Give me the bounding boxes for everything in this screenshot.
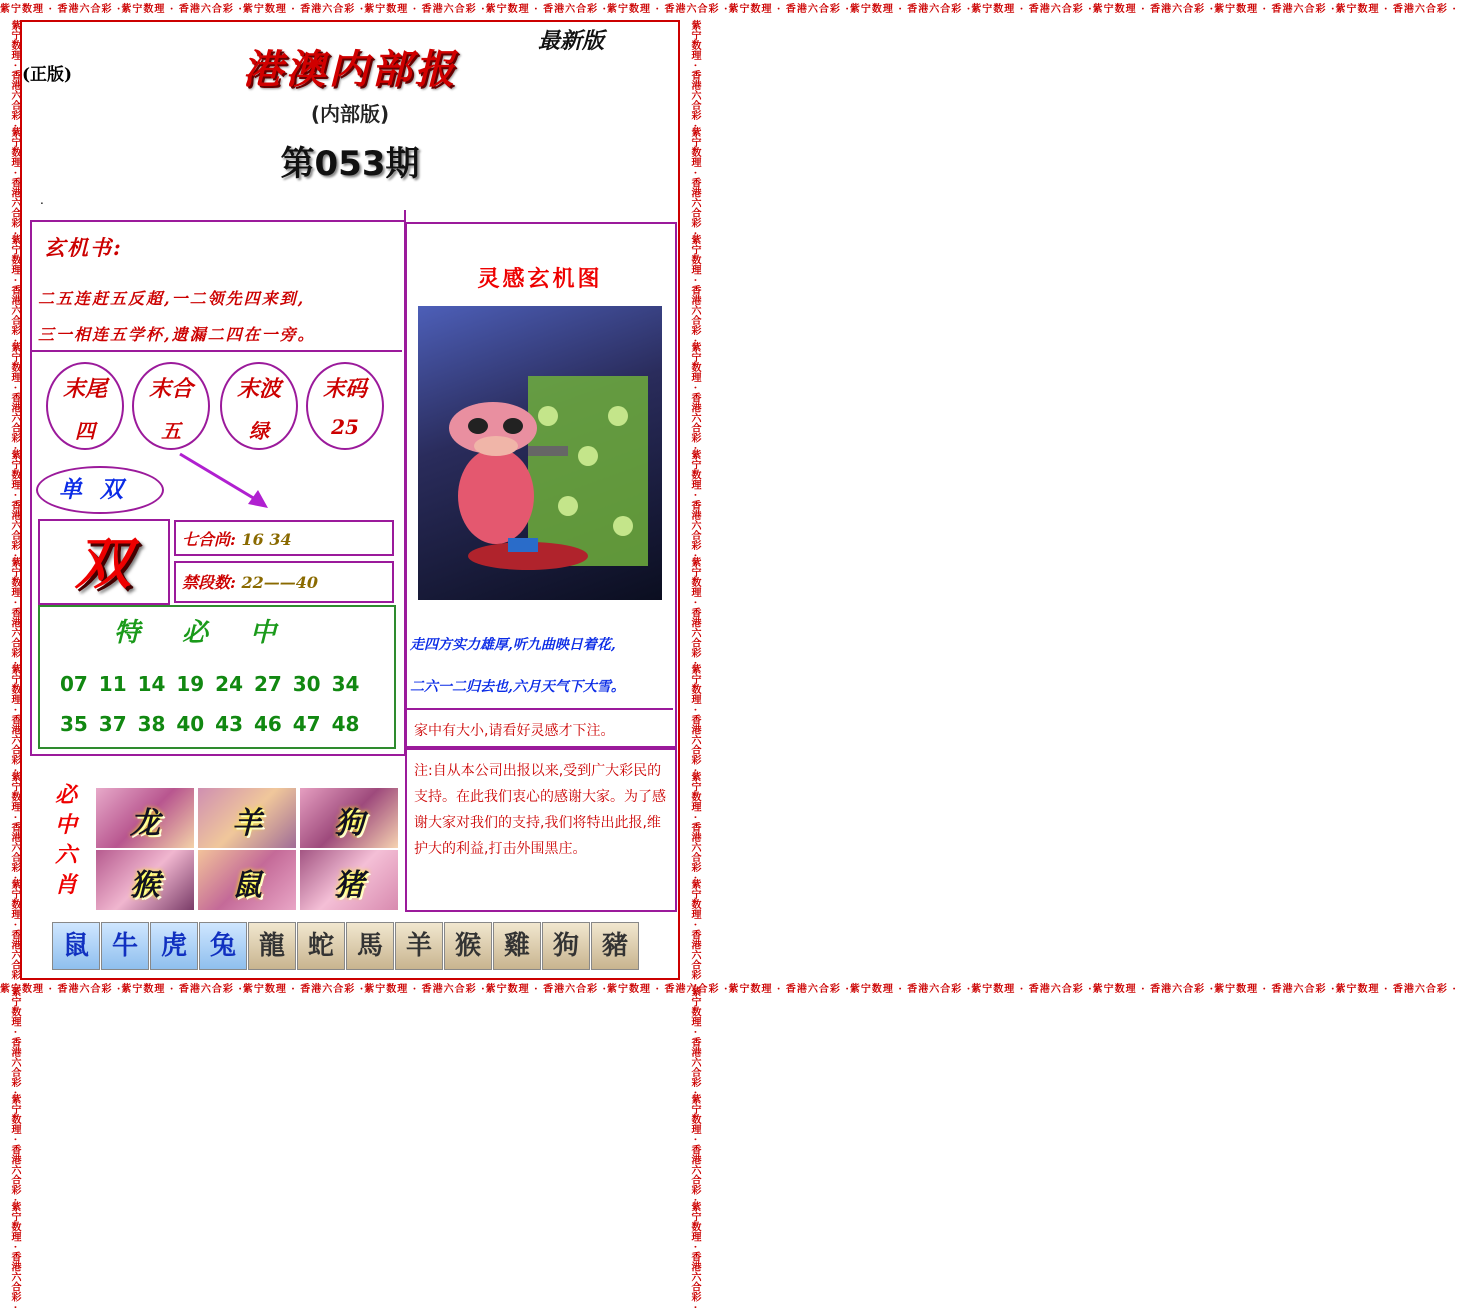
zodiac-tile: 豬	[591, 922, 639, 970]
zodiac-tile: 兔	[199, 922, 247, 970]
zodiac-tile: 鼠	[52, 922, 100, 970]
riddle-title: 玄机书:	[44, 235, 123, 260]
inspiration-title: 灵感玄机图	[477, 266, 603, 292]
right-border-strip: 紫宁数理 · 香港六合彩 ·紫宁数理 · 香港六合彩 ·紫宁数理 · 香港六合彩 ·紫宁数理 · 香港六合彩 ·紫宁数理 · 香港六合彩 ·紫宁数理 · 香港六合彩 ·紫宁数理 · 香港六合彩 ·紫宁数理 · 香港六合彩 ·紫宁数理 · 香港六合彩 ·紫宁数理 · 香港六合彩 ·紫宁数理 · 香港六合彩 ·紫宁数理 · 香港六合彩 ·	[689, 20, 700, 1309]
zodiac-tile: 狗	[542, 922, 590, 970]
zodiac-picture-label: 龙	[130, 806, 160, 841]
zodiac-tile: 羊	[395, 922, 443, 970]
riddle-line-2: 三一相连五学杯,遗漏二四在一旁。	[38, 325, 316, 344]
masthead-title: 港澳内部报	[242, 46, 458, 93]
zodiac-picture	[198, 788, 296, 848]
zodiac-tile: 馬	[346, 922, 394, 970]
hint-oval	[132, 362, 210, 450]
zodiac-picture	[96, 850, 194, 910]
edition-label: (正版)	[22, 65, 73, 85]
inspiration-line-1: 走四方实力雄厚,听九曲映日着花,	[410, 637, 616, 653]
inspiration-line-3: 家中有大小,请看好灵感才下注。	[414, 723, 615, 739]
issue-number: 第053期	[280, 144, 420, 184]
must-six-char: 肖	[54, 872, 77, 898]
special-numbers-row-2: 35 37 38 40 43 46 47 48	[60, 712, 360, 736]
zodiac-picture-label: 猪	[334, 868, 364, 903]
big-char: 双	[75, 531, 131, 597]
special-numbers-row-1: 07 11 14 19 24 27 30 34	[60, 672, 360, 696]
hint-label: 末波	[236, 376, 281, 402]
zodiac-picture	[300, 788, 398, 848]
zodiac-tile: 牛	[101, 922, 149, 970]
odd-even-oval: 单双	[36, 466, 164, 514]
must-six-char: 六	[54, 842, 77, 868]
hint-oval	[46, 362, 124, 450]
zodiac-tile: 雞	[493, 922, 541, 970]
seven-sum-row	[182, 527, 292, 550]
seven-sum-label: 七合尚:	[182, 530, 236, 549]
hint-value: 五	[161, 419, 181, 443]
zodiac-tile: 龍	[248, 922, 296, 970]
hint-value: 四	[75, 419, 95, 443]
parity-label: 禁段数:	[182, 573, 236, 592]
inspiration-line-2: 二六一二归去也,六月天气下大雪。	[410, 679, 625, 695]
zodiac-picture-label: 狗	[334, 806, 364, 841]
zodiac-picture-label: 鼠	[232, 868, 262, 903]
note-text: 注:自从本公司出报以来,受到广大彩民的支持。在此我们衷心的感谢大家。为了感谢大家对我们的支持,我们将特出此报,维护大的利益,打击外围黑庄。	[414, 763, 666, 857]
hint-value: 绿	[249, 419, 269, 443]
dot-mark: .	[40, 193, 44, 207]
zodiac-picture	[300, 850, 398, 910]
pointer-arrow-icon	[176, 450, 276, 512]
zodiac-picture-label: 羊	[232, 806, 262, 841]
bottom-border-strip: 紫宁数理 · 香港六合彩 ·紫宁数理 · 香港六合彩 ·紫宁数理 · 香港六合彩 ·紫宁数理 · 香港六合彩 ·紫宁数理 · 香港六合彩 ·紫宁数理 · 香港六合彩 ·紫宁数理 · 香港六合彩 ·紫宁数理 · 香港六合彩 ·紫宁数理 · 香港六合彩 ·紫宁数理 · 香港六合彩 ·紫宁数理 · 香港六合彩 ·紫宁数理 · 香港六合彩 ·	[0, 984, 1457, 995]
seven-sum-value: 16 34	[241, 530, 292, 549]
hint-label: 末码	[322, 376, 367, 402]
mouse-toy-image	[418, 306, 662, 600]
subtitle: (内部版)	[310, 102, 390, 126]
hint-oval	[306, 362, 384, 450]
inspiration-photo	[418, 306, 662, 600]
inspiration-divider	[407, 708, 673, 710]
zodiac-tile: 猴	[444, 922, 492, 970]
must-six-char: 中	[54, 812, 77, 838]
hint-value: 25	[331, 415, 359, 439]
must-six-char: 必	[54, 782, 77, 808]
riddle-line-1: 二五连赶五反超,一二领先四来到,	[38, 289, 306, 308]
zodiac-tile: 蛇	[297, 922, 345, 970]
latest-edition-label: 最新版	[538, 28, 605, 54]
special-numbers-title: 特必中	[113, 618, 318, 648]
hint-oval	[220, 362, 298, 450]
left-border-strip: 紫宁数理 · 香港六合彩 ·紫宁数理 · 香港六合彩 ·紫宁数理 · 香港六合彩 ·紫宁数理 · 香港六合彩 ·紫宁数理 · 香港六合彩 ·紫宁数理 · 香港六合彩 ·紫宁数理 · 香港六合彩 ·紫宁数理 · 香港六合彩 ·紫宁数理 · 香港六合彩 ·紫宁数理 · 香港六合彩 ·紫宁数理 · 香港六合彩 ·紫宁数理 · 香港六合彩 ·	[9, 20, 20, 1309]
must-six-label	[48, 780, 84, 900]
zodiac-picture	[198, 850, 296, 910]
hint-label: 末合	[148, 376, 193, 402]
zodiac-tile: 虎	[150, 922, 198, 970]
parity-value: 22——40	[241, 573, 319, 592]
zodiac-picture	[96, 788, 194, 848]
parity-row	[182, 570, 318, 593]
top-border-strip: 紫宁数理 · 香港六合彩 ·紫宁数理 · 香港六合彩 ·紫宁数理 · 香港六合彩 ·紫宁数理 · 香港六合彩 ·紫宁数理 · 香港六合彩 ·紫宁数理 · 香港六合彩 ·紫宁数理 · 香港六合彩 ·紫宁数理 · 香港六合彩 ·紫宁数理 · 香港六合彩 ·紫宁数理 · 香港六合彩 ·紫宁数理 · 香港六合彩 ·紫宁数理 · 香港六合彩 ·	[0, 4, 1457, 15]
hint-label: 末尾	[62, 376, 107, 402]
zodiac-picture-label: 猴	[130, 868, 160, 903]
riddle-divider	[32, 350, 402, 352]
